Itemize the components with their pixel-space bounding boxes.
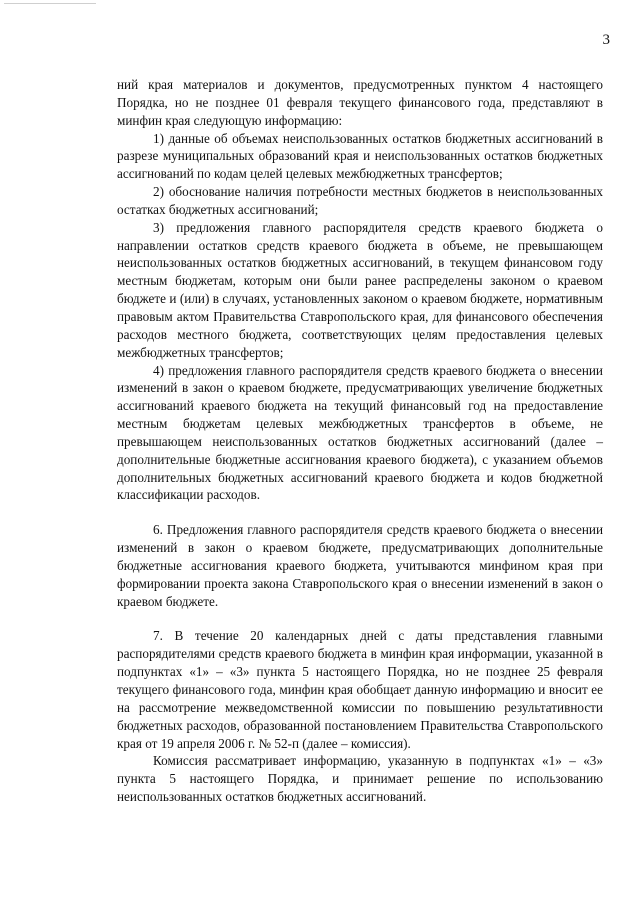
paragraph-item-1: 1) данные об объемах неиспользованных остатков бюджетных ассигнований в разрезе муниципальных образований края и неиспользованных остатков бюджетных ассигнований по кодам целей целевых межбюджетных трансфертов; <box>117 130 603 182</box>
paragraph-item-2: 2) обоснование наличия потребности местных бюджетов в неиспользованных остатках бюджетных ассигнований; <box>117 184 603 217</box>
paragraph-clause-7: 7. В течение 20 календарных дней с даты представления главными распорядителями средств краевого бюджета в минфин края информации, указанной в подпунктах «1» – «3» пункта 5 настоящего Порядка, но не позднее 25 февраля текущего финансового года, минфин края обобщает данную информацию и вносит ее на рассмотрение межведомственной комиссии по повышению результативности бюджетных расходов, образованной постановлением Правительства Ставропольского края от 19 апреля 2006 г. № 52-п (далее – комиссия). <box>117 628 603 751</box>
paragraph-intro-continuation: ний края материалов и документов, предусмотренных пунктом 4 настоящего Порядка, но не позднее 01 февраля текущего финансового года, представляют в минфин края следующую информацию: <box>117 77 603 128</box>
paragraph-item-3: 3) предложения главного распорядителя средств краевого бюджета о направлении остатков средств краевого бюджета в объеме, не превышающем неиспользованных остатков бюджетных ассигнований, в текущем финансовом году местным бюджетам, которым они были ранее распределены законом о краевом бюджете и (или) в случаях, установленных законом о краевом бюджете, нормативным правовым актом Правительства Ставропольского края, для финансового обеспечения расходов местного бюджета, соответствующих целям предоставления целевых межбюджетных трансфертов; <box>117 219 603 360</box>
paragraph-clause-6: 6. Предложения главного распорядителя средств краевого бюджета о внесении изменений в закон о краевом бюджете, предусматривающих дополнительные бюджетные ассигнования краевого бюджета, учитываются минфином края при формировании проекта закона Ставропольского края о внесении изменений в закон о краевом бюджете. <box>117 522 603 609</box>
paragraph-commission: Комиссия рассматривает информацию, указанную в подпунктах «1» – «3» пункта 5 настоящего Порядка, и принимает решение по использованию неиспользованных остатков бюджетных ассигнований. <box>117 753 603 805</box>
document-body <box>117 76 603 806</box>
page-number: 3 <box>602 32 610 48</box>
paragraph-item-4: 4) предложения главного распорядителя средств краевого бюджета о внесении изменений в закон о краевом бюджете, предусматривающих увеличение бюджетных ассигнований краевого бюджета на текущий финансовый год на предоставление местным бюджетам целевых межбюджетных трансфертов в объеме, не превышающем неиспользованных остатков бюджетных ассигнований (далее – дополнительные бюджетные ассигнования краевого бюджета), с указанием объемов дополнительных бюджетных ассигнований краевого бюджета и кодов бюджетной классификации расходов. <box>117 362 603 503</box>
scan-edge-mark <box>4 3 96 4</box>
